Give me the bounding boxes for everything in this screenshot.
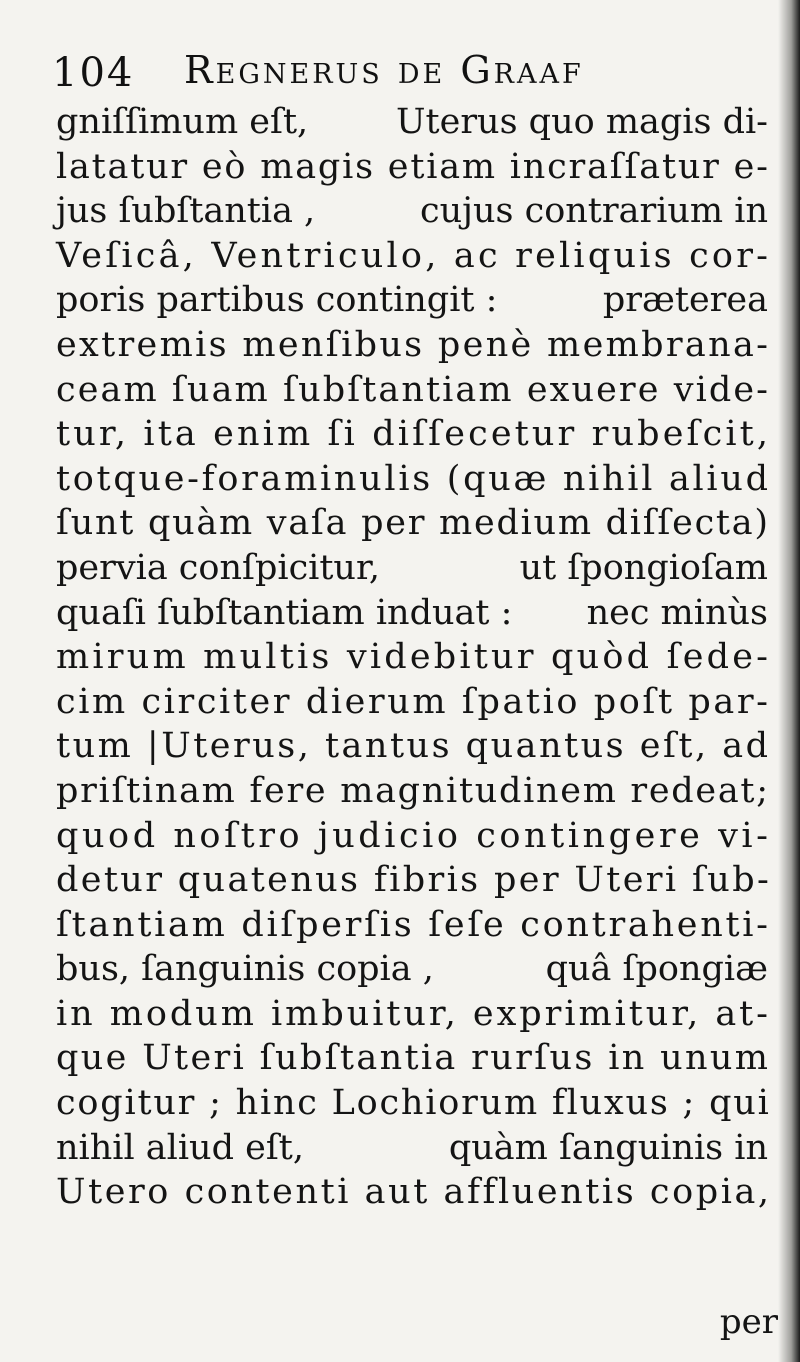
text-line (56, 368, 771, 413)
text-segment: Uterus quo magis di- (396, 102, 768, 142)
text-segment: ceam ſuam ſubſtantiam exuere vide- (56, 369, 771, 410)
text-line (56, 1126, 768, 1171)
text-segment: bus, ſanguinis copia , (56, 949, 434, 990)
text-line (56, 323, 771, 368)
text-segment: ſunt quàm vaſa per medium diſſecta) (56, 503, 770, 544)
text-segment: extremis menſibus penè membrana- (56, 324, 771, 365)
text-line (56, 591, 768, 636)
text-line (56, 145, 768, 190)
text-line (56, 1036, 771, 1081)
text-segment: quàm ſanguinis in (448, 1127, 768, 1168)
text-line (56, 858, 772, 903)
text-segment: gniſſimum eſt, (56, 102, 309, 142)
catchword: per (719, 1302, 778, 1342)
text-segment: ut ſpongioſam (519, 547, 768, 588)
text-segment: poris partibus contingit : (56, 280, 498, 321)
text-line (56, 769, 768, 814)
text-segment: Veſicâ, Ventriculo, ac reliquis cor- (56, 235, 772, 276)
text-segment: tur, ita enim ſi diſſecetur rubeſcit, (56, 414, 772, 455)
text-segment: nihil aliud eſt, (56, 1127, 304, 1168)
text-line (56, 903, 771, 948)
text-segment: præterea (602, 280, 768, 321)
text-line (56, 992, 771, 1037)
text-line (56, 635, 772, 680)
text-segment: cujus contrarium in (419, 191, 768, 232)
text-segment: tum |Uterus, tantus quantus eſt, ad (56, 726, 771, 767)
text-segment: detur quatenus fibris per Uteri ſub- (56, 860, 772, 901)
text-line (56, 189, 768, 234)
text-segment: cogitur ; hinc Lochiorum fluxus ; qui (56, 1083, 771, 1124)
page-number: 104 (52, 50, 135, 96)
text-line (56, 100, 768, 145)
text-segment: in modum imbuitur, exprimitur, at- (56, 993, 771, 1034)
text-line (56, 234, 772, 279)
text-line (56, 546, 768, 591)
text-segment: priſtinam fere magnitudinem redeat; (56, 770, 770, 811)
text-segment: Utero contenti aut affluentis copia, (56, 1172, 772, 1213)
text-line (56, 814, 772, 859)
text-segment: ſtantiam diſperſis ſeſe contrahenti- (56, 904, 771, 945)
text-segment: quâ ſpongiæ (545, 949, 768, 990)
text-line (56, 724, 771, 769)
text-line (56, 1170, 772, 1215)
text-segment: latatur eò magis etiam incraſſatur e- (56, 146, 770, 187)
running-head (52, 40, 752, 102)
text-segment: quod noſtro judicio contingere vi- (56, 815, 772, 856)
text-segment: nec minùs (586, 592, 768, 633)
text-line (56, 680, 771, 725)
text-segment: pervia conſpicitur, (56, 547, 380, 588)
text-segment: cim circiter dierum ſpatio poſt par- (56, 681, 771, 722)
text-line (56, 457, 771, 502)
text-line (56, 501, 768, 546)
gutter-shadow (778, 0, 800, 1362)
text-segment: jus ſubſtantia , (56, 191, 316, 232)
text-segment: que Uteri ſubſtantia rurſus in unum (56, 1038, 771, 1079)
text-line (56, 1081, 771, 1126)
text-segment: mirum multis videbitur quòd ſede- (56, 637, 772, 678)
text-line (56, 278, 768, 323)
text-line (56, 947, 768, 992)
running-head-title: Regnerus de Graaf (184, 48, 584, 92)
text-segment: totque-foraminulis (quæ nihil aliud (56, 458, 771, 499)
text-line (56, 412, 772, 457)
body-text (56, 100, 772, 1215)
text-segment: quaſi ſubſtantiam induat : (56, 592, 513, 633)
